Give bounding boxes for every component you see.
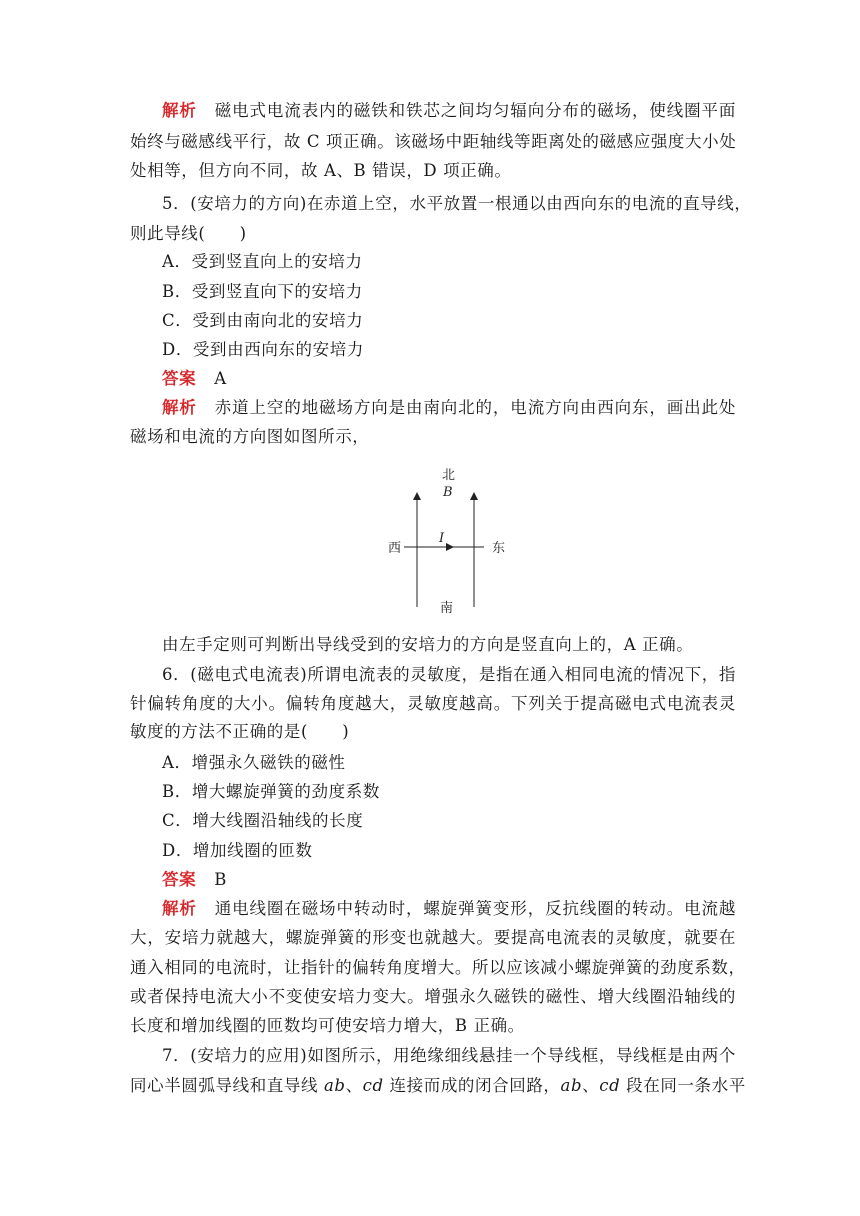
current-i-label: I [439, 531, 445, 546]
analysis-line: 通入相同的电流时，让指针的偏转角度增大。所以应该减小螺旋弹簧的劲度系数， [130, 958, 746, 977]
question-5-stem: 则此导线( ) [130, 224, 247, 243]
stem-text: 、 [345, 1076, 363, 1095]
analysis-line: 由左手定则可判断出导线受到的安培力的方向是竖直向上的，A 正确。 [162, 635, 694, 654]
analysis-line: 处相等，但方向不同，故 A、B 错误，D 项正确。 [130, 161, 512, 180]
segment-cd: cd [362, 1076, 384, 1095]
question-7-stem: 7．(安培力的应用)如图所示，用绝缘细线悬挂一个导线框，导线框是由两个 [162, 1046, 736, 1065]
analysis-line [162, 100, 736, 122]
question-6-stem: 敏度的方法不正确的是( ) [130, 722, 350, 741]
answer-label: 答案 [162, 870, 197, 889]
option-b: B．受到竖直向下的安培力 [162, 282, 363, 301]
answer-value: A [214, 369, 227, 388]
east-label: 东 [492, 541, 506, 556]
analysis-line: 或者保持电流大小不变使安培力变大。增强永久磁铁的磁性、增大线圈沿轴线的 [130, 987, 736, 1006]
segment-ab: ab [323, 1076, 346, 1095]
option-a: A．受到竖直向上的安培力 [162, 252, 363, 271]
option-d: D．增加线圈的匝数 [162, 841, 313, 860]
option-b: B．增大螺旋弹簧的劲度系数 [162, 782, 380, 801]
analysis-label: 解析 [162, 398, 197, 417]
south-label: 南 [440, 601, 454, 616]
option-a: A．增强永久磁铁的磁性 [162, 753, 346, 772]
option-d: D．受到由西向东的安培力 [162, 340, 364, 359]
field-b-label: B [443, 485, 453, 500]
analysis-label: 解析 [162, 899, 197, 918]
analysis-text: 通电线圈在磁场中转动时，螺旋弹簧变形，反抗线圈的转动。电流越 [214, 899, 737, 918]
answer-line [162, 368, 736, 390]
analysis-text: 赤道上空的地磁场方向是由南向北的，电流方向由西向东，画出此处 [214, 398, 737, 417]
answer-value: B [214, 870, 227, 889]
analysis-line: 大，安培力就越大，螺旋弹簧的形变也就越大。要提高电流表的灵敏度，就要在 [130, 928, 736, 947]
question-6-stem: 6．(磁电式电流表)所谓电流表的灵敏度，是指在通入相同电流的情况下，指 [162, 665, 736, 684]
north-label: 北 [442, 468, 456, 483]
analysis-line [162, 397, 736, 419]
question-5-stem: 5．(安培力的方向)在赤道上空，水平放置一根通以由西向东的电流的直导线， [162, 194, 752, 213]
analysis-line [162, 898, 736, 920]
question-6-stem: 针偏转角度的大小。偏转角度越大，灵敏度越高。下列关于提高磁电式电流表灵 [130, 694, 736, 713]
analysis-line: 磁场和电流的方向图如图所示， [130, 427, 370, 446]
question-7-stem [130, 1075, 746, 1097]
magnetic-field-diagram [372, 452, 532, 617]
stem-text: 段在同一条水平 [620, 1076, 746, 1095]
segment-ab: ab [560, 1076, 583, 1095]
analysis-text: 磁电式电流表内的磁铁和铁芯之间均匀辐向分布的磁场，使线圈平面 [214, 101, 737, 120]
west-label: 西 [388, 541, 402, 556]
analysis-label: 解析 [162, 101, 197, 120]
answer-line [162, 869, 736, 891]
segment-cd: cd [599, 1076, 621, 1095]
stem-text: 连接而成的闭合回路， [383, 1076, 561, 1095]
option-c: C．增大线圈沿轴线的长度 [162, 811, 364, 830]
analysis-line: 始终与磁感线平行，故 C 项正确。该磁场中距轴线等距离处的磁感应强度大小处 [130, 132, 737, 151]
stem-text: 、 [582, 1076, 600, 1095]
answer-label: 答案 [162, 369, 197, 388]
option-c: C．受到由南向北的安培力 [162, 311, 364, 330]
stem-text: 同心半圆弧导线和直导线 [130, 1076, 324, 1095]
analysis-line: 长度和增加线圈的匝数均可使安培力增大，B 正确。 [130, 1016, 525, 1035]
